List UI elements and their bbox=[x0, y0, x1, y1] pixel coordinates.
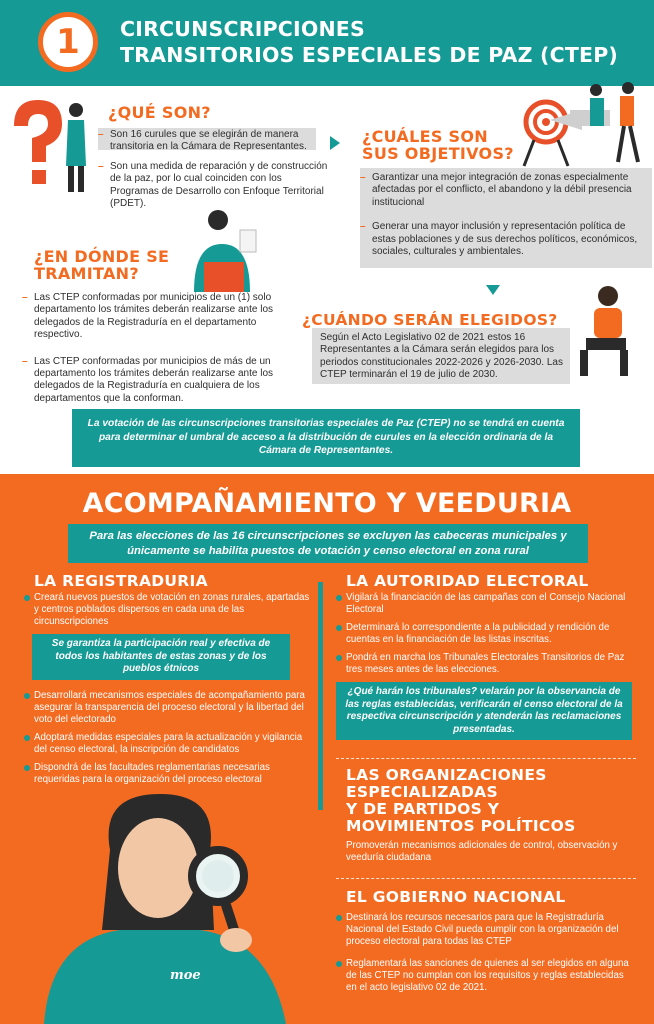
umbral-note: La votación de las circunscripciones transitorias especiales de Paz (CTEP) no se tendrá en cuenta para determinar el umbral de acceso a la distribución de curules en la elección ordinaria de la Cámara de Representantes. bbox=[72, 409, 580, 467]
objetivos-item-1: – Garantizar una mejor integración de zonas especialmente afectadas por el conflicto, el abandono y la débil presencia institucional bbox=[360, 172, 652, 209]
autoridad-item-2: Determinará lo correspondiente a la publicidad y rendición de cuentas en la financiación de las listas inscritas. bbox=[336, 622, 636, 646]
organizaciones-title-line3: Y DE PARTIDOS Y bbox=[346, 800, 500, 818]
registraduria-item-1: Creará nuevos puestos de votación en zonas rurales, apartadas y centros poblados dispersos en cada una de las circunscripciones bbox=[24, 592, 310, 628]
gobierno-item-2: Reglamentará las sanciones de quienes al ser elegidos en alguna de las CTEP no cumplan con los requisitos y reglas establecidas en el acto legislativo 02 de 2021. bbox=[336, 958, 632, 994]
que-son-title: ¿QUÉ SON? bbox=[108, 103, 211, 122]
autoridad-item-3: Pondrá en marcha los Tribunales Electorales Transitorios de Paz tres meses antes de las elecciones. bbox=[336, 652, 636, 676]
organizaciones-title-line1: LAS ORGANIZACIONES bbox=[346, 766, 547, 784]
registraduria-item-2: Desarrollará mecanismos especiales de acompañamiento para asegurar la transparencia del proceso electoral y la libertad del voto del electorado bbox=[24, 690, 310, 726]
donde-title-line2: TRAMITAN? bbox=[34, 264, 139, 283]
divider-line-2 bbox=[336, 878, 636, 879]
que-son-list bbox=[98, 129, 330, 217]
acompanamiento-box: Para las elecciones de las 16 circunscripciones se excluyen las cabeceras municipales y únicamente se habilita puestos de votación y censo electoral en zona rural bbox=[68, 524, 588, 563]
organizaciones-title-line4: MOVIMIENTOS POLÍTICOS bbox=[346, 817, 576, 835]
que-son-item-1: – Son 16 curules que se elegirán de manera transitoria en la Cámara de Representantes. bbox=[98, 129, 330, 154]
donde-title bbox=[34, 248, 169, 282]
objetivos-item-2: – Generar una mayor inclusión y representación política de estas poblaciones y de sus derechos políticos, económicos, sociales, culturales y ambientales. bbox=[360, 221, 652, 258]
reader-illustration bbox=[188, 208, 260, 292]
cuando-title: ¿CUÁNDO SERÁN ELEGIDOS? bbox=[302, 311, 558, 329]
organizaciones-text: Promoverán mecanismos adicionales de control, observación y veeduría ciudadana bbox=[346, 840, 618, 863]
header-title-line1: CIRCUNSCRIPCIONES bbox=[120, 17, 365, 41]
objetivos-title-line1: ¿CUÁLES SON bbox=[362, 127, 488, 146]
registraduria-item-4: Dispondrá de las facultades reglamentarias necesarias requeridas para la organización del proceso electoral bbox=[24, 762, 310, 786]
gobierno-title: EL GOBIERNO NACIONAL bbox=[346, 888, 566, 906]
organizaciones-title-line2: ESPECIALIZADAS bbox=[346, 783, 498, 801]
autoridad-item-1: Vigilará la financiación de las campañas con el Consejo Nacional Electoral bbox=[336, 592, 636, 616]
gobierno-list bbox=[336, 912, 632, 1000]
donde-item-2: – Las CTEP conformadas por municipios de más de un departamento los trámites deberán realizarse ante los delegados de la Registraduría en cualquiera de los departamentos que la conforman. bbox=[22, 356, 292, 406]
registraduria-list bbox=[24, 592, 310, 792]
registraduria-item-3: Adoptará medidas especiales para la actualización y vigilancia del censo electoral, la inscripción de candidatos bbox=[24, 732, 310, 756]
arrow-right-icon bbox=[330, 136, 340, 150]
objetivos-title bbox=[362, 128, 514, 162]
objetivos-title-line2: SUS OBJETIVOS? bbox=[362, 144, 514, 163]
arrow-down-icon bbox=[486, 285, 500, 295]
acompanamiento-title: ACOMPAÑAMIENTO Y VEEDURIA bbox=[82, 488, 572, 519]
column-divider bbox=[318, 582, 323, 810]
cuando-text: Según el Acto Legislativo 02 de 2021 estos 16 Representantes a la Cámara serán elegidos para los periodos constitucionales 2022-2026 y 2026-2030. Las CTEP terminarán el 19 de julio de 2030. bbox=[320, 332, 563, 381]
que-son-item-2: – Son una medida de reparación y de construcción de la paz, por lo cual coinciden con los Programas de Desarrollo con Enfoque Territorial (PDET). bbox=[98, 161, 330, 211]
header-title-line2: TRANSITORIOS ESPECIALES DE PAZ (CTEP) bbox=[120, 43, 618, 67]
organizaciones-title bbox=[346, 767, 576, 835]
autoridad-highlight: ¿Qué harán los tribunales? velarán por la observancia de las reglas establecidas, verificarán el censo electoral de la respectiva circunscripción y atenderán las reclamaciones presentadas. bbox=[336, 682, 632, 740]
autoridad-list bbox=[336, 592, 636, 740]
seated-person-illustration bbox=[572, 284, 636, 380]
donde-item-1: – Las CTEP conformadas por municipios de un (1) solo departamento los trámites deberán realizarse ante los delegados de la Registraduría en el departamento respectivo. bbox=[22, 292, 292, 342]
magnifier-woman-illustration bbox=[40, 790, 310, 1024]
divider-line bbox=[336, 758, 636, 759]
registraduria-highlight: Se garantiza la participación real y efectiva de todos los habitantes de estas zonas y de los pueblos étnicos bbox=[32, 634, 290, 680]
donde-title-line1: ¿EN DÓNDE SE bbox=[34, 247, 170, 266]
autoridad-title: LA AUTORIDAD ELECTORAL bbox=[346, 572, 589, 590]
section-number-badge: 1 bbox=[38, 12, 98, 72]
registraduria-title: LA REGISTRADURIA bbox=[34, 572, 208, 590]
question-mark-illustration bbox=[6, 96, 96, 196]
objetivos-list bbox=[360, 172, 652, 265]
gobierno-item-1: Destinará los recursos necesarios para que la Registraduría Nacional del Estado Civil pueda cumplir con la organización del proceso electoral para todas las CTEP bbox=[336, 912, 632, 948]
moe-logo: moe bbox=[170, 968, 201, 983]
donde-list bbox=[22, 292, 292, 412]
target-illustration bbox=[520, 80, 650, 170]
